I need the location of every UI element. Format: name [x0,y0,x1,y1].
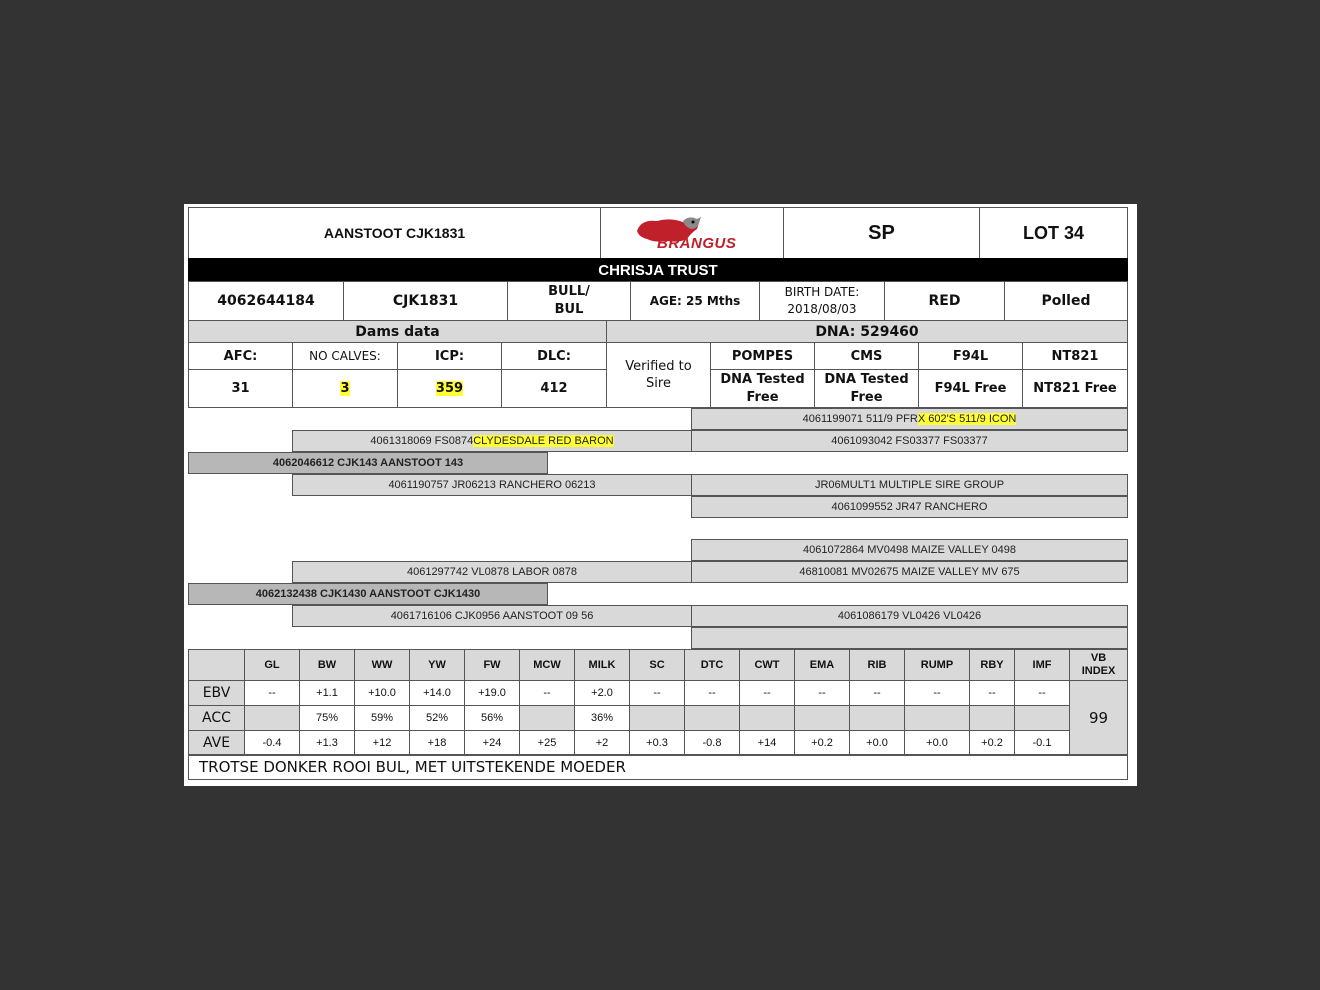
afc-label: AFC: [188,342,293,370]
test-pompes-name: POMPES [710,342,815,370]
ebv-col-gl: GL [244,649,300,681]
ebv-cell: 59% [354,705,410,731]
ebv-cell: 56% [464,705,520,731]
ebv-cell: -- [684,680,740,706]
calves-label: NO CALVES: [292,342,398,370]
sss-text: 4061199071 511/9 PFR [802,413,918,425]
ebv-cell: -- [969,680,1015,706]
ebv-cell: +10.0 [354,680,410,706]
test-f94l-result: F94L Free [918,369,1023,408]
dna-title: DNA: 529460 [606,320,1128,343]
pedigree-ddd [691,627,1128,649]
ebv-col-imf: IMF [1014,649,1070,681]
comment: TROTSE DONKER ROOI BUL, MET UITSTEKENDE MOEDER [188,754,1128,780]
ebv-row-ebv: EBV [188,680,245,706]
brangus-logo [600,207,784,259]
ebv-cell: 52% [409,705,465,731]
ebv-cell: -- [849,680,905,706]
pedigree-sire: 4062046612 CJK143 AANSTOOT 143 [188,452,548,474]
pedigree-sds: JR06MULT1 MULTIPLE SIRE GROUP [691,474,1128,496]
pedigree-dss: 4061072864 MV0498 MAIZE VALLEY 0498 [691,539,1128,561]
afc-value: 31 [188,369,293,408]
ebv-cell: +14.0 [409,680,465,706]
ebv-cell [739,705,795,731]
icp-highlight: 359 [435,381,464,396]
logo-text: BRANGUS [657,235,737,252]
birth-date-label: BIRTH DATE: [784,285,860,299]
test-nt821-result: NT821 Free [1022,369,1128,408]
ebv-cell: +1.3 [299,730,355,756]
ebv-cell: -0.1 [1014,730,1070,756]
ebv-cell [684,705,740,731]
pedigree-sdd: 4061099552 JR47 RANCHERO [691,496,1128,518]
ebv-cell [904,705,970,731]
dlc-label: DLC: [501,342,607,370]
pedigree-sss [691,408,1128,430]
ebv-cell: +12 [354,730,410,756]
test-cms-result [814,369,919,408]
ebv-cell: +0.3 [629,730,685,756]
ss-highlight: CLYDESDALE RED BARON [473,435,614,447]
ebv-cell: -0.4 [244,730,300,756]
ebv-cell [244,705,300,731]
verified-line2: Sire [646,376,671,391]
verified-line1: Verified to [625,359,692,374]
pedigree-ssd: 4061093042 FS03377 FS03377 [691,430,1128,452]
ebv-row-acc: ACC [188,705,245,731]
pompes-line2: Free [746,389,779,405]
ebv-col-cwt: CWT [739,649,795,681]
cms-line2: Free [850,389,883,405]
ebv-cell [794,705,850,731]
icp-label: ICP: [397,342,502,370]
ebv-cell [1014,705,1070,731]
calves-highlight: 3 [340,381,350,396]
vb-index-header [1069,649,1128,681]
ebv-cell [969,705,1015,731]
registration-code: SP [783,207,980,259]
cms-line1: DNA Tested [824,371,909,387]
ebv-cell [629,705,685,731]
icp-value [397,369,502,408]
ebv-cell: +1.1 [299,680,355,706]
ebv-cell: -- [1014,680,1070,706]
ebv-cell [849,705,905,731]
ebv-col-milk: MILK [574,649,630,681]
pompes-line1: DNA Tested [720,371,805,387]
ebv-cell: +0.0 [849,730,905,756]
pedigree-dds: 4061086179 VL0426 VL0426 [691,605,1128,627]
ebv-cell: +0.2 [969,730,1015,756]
test-pompes-result [710,369,815,408]
ebv-col-bw: BW [299,649,355,681]
animal-sex [507,281,631,321]
lot-card [184,204,1137,786]
ebv-col-rump: RUMP [904,649,970,681]
ebv-col-yw: YW [409,649,465,681]
ebv-cell: +14 [739,730,795,756]
ebv-cell: +25 [519,730,575,756]
verified-to-sire [606,342,711,408]
ebv-cell: 75% [299,705,355,731]
ebv-col-ww: WW [354,649,410,681]
ebv-cell: -- [629,680,685,706]
sss-highlight: X 602'S 511/9 ICON [917,413,1017,425]
ebv-cell: -- [519,680,575,706]
sex-line1: BULL/ [548,284,590,299]
pedigree-dsd: 46810081 MV02675 MAIZE VALLEY MV 675 [691,561,1128,583]
test-f94l-name: F94L [918,342,1023,370]
ebv-col-ema: EMA [794,649,850,681]
ebv-cell: +24 [464,730,520,756]
ebv-cell: 36% [574,705,630,731]
ebv-cell: +18 [409,730,465,756]
ebv-col-sc: SC [629,649,685,681]
ebv-cell: -- [244,680,300,706]
ebv-cell: +2.0 [574,680,630,706]
ebv-cell: -- [739,680,795,706]
birth-date [759,281,885,321]
pedigree-ds: 4061297742 VL0878 LABOR 0878 [292,561,692,583]
pedigree-sd: 4061190757 JR06213 RANCHERO 06213 [292,474,692,496]
animal-horns: Polled [1004,281,1128,321]
animal-age: AGE: 25 Mths [630,281,760,321]
ebv-cell: +19.0 [464,680,520,706]
ebv-col-dtc: DTC [684,649,740,681]
index-label-2: INDEX [1081,665,1116,677]
pedigree-dam: 4062132438 CJK1430 AANSTOOT CJK1430 [188,583,548,605]
ebv-col-rby: RBY [969,649,1015,681]
animal-id: 4062644184 [188,281,344,321]
ebv-cell: +2 [574,730,630,756]
pedigree-dd: 4061716106 CJK0956 AANSTOOT 09 56 [292,605,692,627]
ebv-row-ave: AVE [188,730,245,756]
ebv-cell: -0.8 [684,730,740,756]
ebv-col-mcw: MCW [519,649,575,681]
test-nt821-name: NT821 [1022,342,1128,370]
birth-date-value: 2018/08/03 [787,302,857,316]
ebv-col-rib: RIB [849,649,905,681]
animal-tag: CJK1831 [343,281,508,321]
sex-line2: BUL [554,302,584,317]
breeder-name: CHRISJA TRUST [188,258,1128,282]
dams-data-title: Dams data [188,320,607,343]
ebv-cell: +0.2 [794,730,850,756]
pedigree-ss [292,430,692,452]
dlc-value: 412 [501,369,607,408]
ebv-cell [519,705,575,731]
ebv-cell: -- [904,680,970,706]
ebv-cell: +0.0 [904,730,970,756]
ebv-cell: -- [794,680,850,706]
ebv-col-fw: FW [464,649,520,681]
vb-index-value: 99 [1069,680,1128,756]
ss-text: 4061318069 FS0874 [370,435,474,447]
index-label-1: VB [1090,652,1107,664]
test-cms-name: CMS [814,342,919,370]
animal-name: AANSTOOT CJK1831 [188,207,601,259]
ebv-corner [188,649,245,681]
animal-colour: RED [884,281,1005,321]
calves-value [292,369,398,408]
lot-number: LOT 34 [979,207,1128,259]
